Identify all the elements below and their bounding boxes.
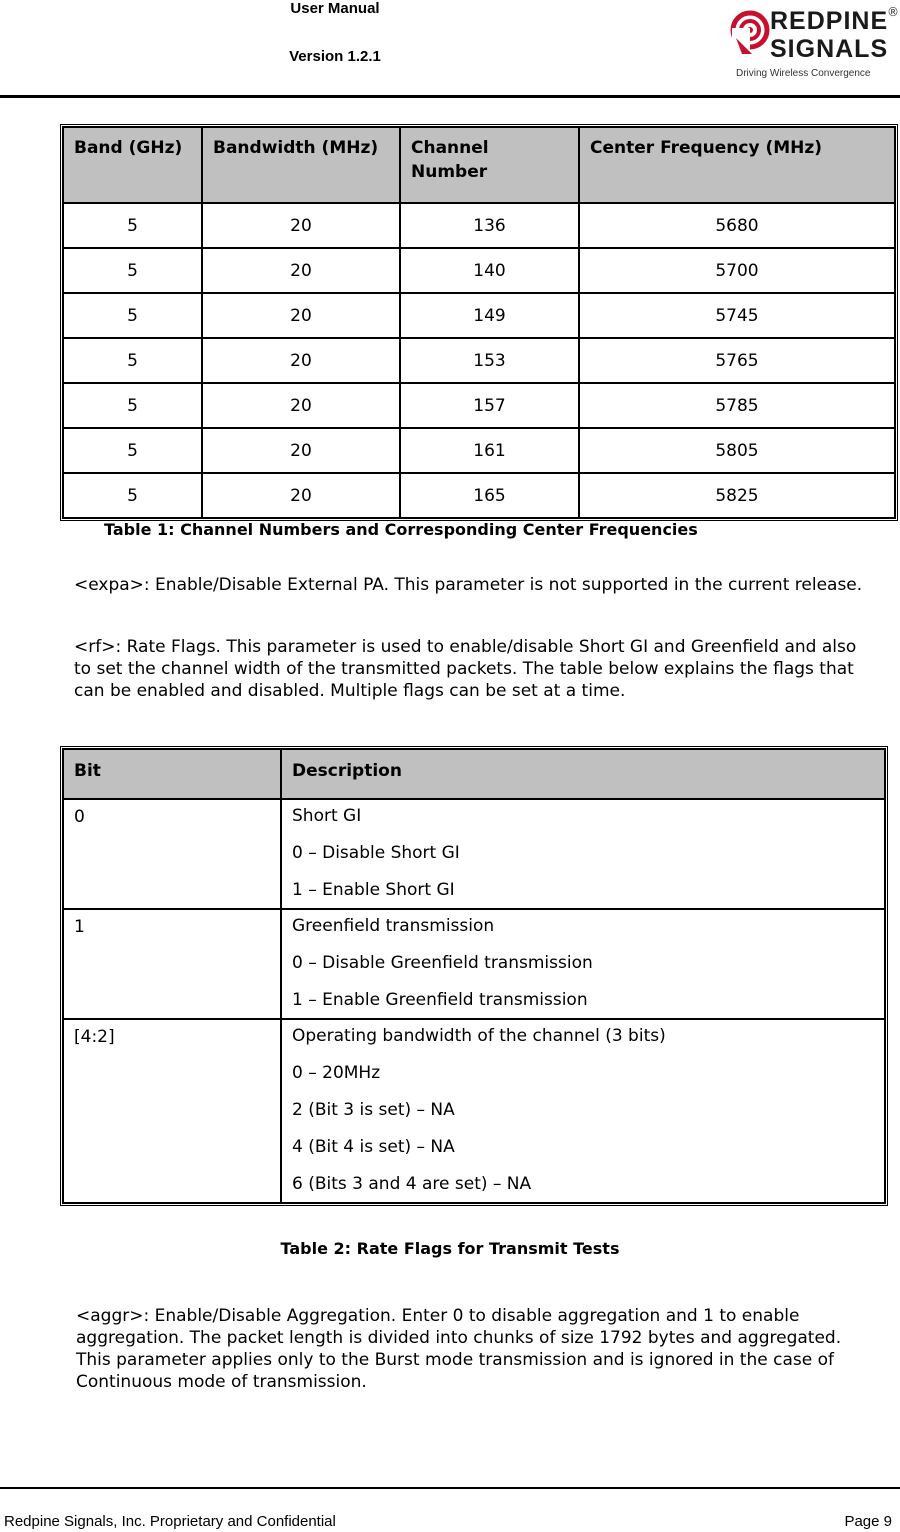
description-line: 2 (Bit 3 is set) – NA xyxy=(292,1100,455,1120)
table-cell: 153 xyxy=(400,338,579,383)
table-cell: 5825 xyxy=(579,473,895,518)
table-cell: 20 xyxy=(202,383,400,428)
table-row xyxy=(63,293,895,338)
table2-caption: Table 2: Rate Flags for Transmit Tests xyxy=(280,1239,620,1258)
document-title: User Manual xyxy=(290,0,380,17)
table-row xyxy=(63,799,885,909)
description-line: Short GI xyxy=(292,806,362,826)
bit-cell: 1 xyxy=(63,909,281,1019)
aggr-paragraph: <aggr>: Enable/Disable Aggregation. Enter 0 to disable aggregation and 1 to enable aggregation. The packet length is divided into chunks of size 1792 bytes and aggregated. This parameter applies only to the Burst mode transmission and is ignored in the case of Continuous mode of transmission. xyxy=(76,1306,842,1392)
table-cell: 165 xyxy=(400,473,579,518)
expa-paragraph: <expa>: Enable/Disable External PA. This parameter is not supported in the current release. xyxy=(74,575,863,595)
table-cell: 20 xyxy=(202,248,400,293)
table-header-row xyxy=(63,127,895,203)
table-cell: 5805 xyxy=(579,428,895,473)
footer-confidential: Redpine Signals, Inc. Proprietary and Confidential xyxy=(4,1513,336,1530)
description-line: 1 – Enable Greenfield transmission xyxy=(292,990,588,1010)
description-cell xyxy=(281,909,885,1019)
logo-tagline: Driving Wireless Convergence xyxy=(736,68,871,79)
column-header: Bit xyxy=(63,749,281,799)
description-line: 0 – 20MHz xyxy=(292,1063,381,1083)
table-cell: 5 xyxy=(63,473,202,518)
description-line: Greenfield transmission xyxy=(292,916,495,936)
description-cell xyxy=(281,799,885,909)
description-line: 0 – Disable Greenfield transmission xyxy=(292,953,593,973)
table-header-row xyxy=(63,749,885,799)
table-cell: 5 xyxy=(63,428,202,473)
table-cell: 161 xyxy=(400,428,579,473)
table-row xyxy=(63,383,895,428)
description-line: 4 (Bit 4 is set) – NA xyxy=(292,1137,455,1157)
description-line: 1 – Enable Short GI xyxy=(292,880,455,900)
table-cell: 20 xyxy=(202,203,400,248)
description-line: 6 (Bits 3 and 4 are set) – NA xyxy=(292,1174,532,1194)
table-cell: 5745 xyxy=(579,293,895,338)
column-header: Center Frequency (MHz) xyxy=(579,127,895,203)
redpine-signals-logo xyxy=(730,4,899,84)
description-line: 0 – Disable Short GI xyxy=(292,843,460,863)
document-version: Version 1.2.1 xyxy=(289,48,381,65)
table-row xyxy=(63,1019,885,1203)
table-row xyxy=(63,909,885,1019)
table-cell: 20 xyxy=(202,473,400,518)
table-row xyxy=(63,203,895,248)
channel-frequency-table xyxy=(60,124,898,521)
table-row xyxy=(63,428,895,473)
table-cell: 5785 xyxy=(579,383,895,428)
bit-cell: 0 xyxy=(63,799,281,909)
table-cell: 5 xyxy=(63,338,202,383)
table-row xyxy=(63,248,895,293)
table-cell: 149 xyxy=(400,293,579,338)
rf-paragraph: <rf>: Rate Flags. This parameter is used to enable/disable Short GI and Greenfield and also to set the channel width of the transmitted packets. The table below explains the flags that can be enabled and disabled. Multiple flags can be set at a time. xyxy=(74,637,857,701)
table-cell: 5 xyxy=(63,383,202,428)
table-row xyxy=(63,338,895,383)
channel-table-body xyxy=(63,203,895,518)
table-cell: 140 xyxy=(400,248,579,293)
logo-line2: SIGNALS xyxy=(770,35,889,63)
table-cell: 157 xyxy=(400,383,579,428)
page-number: Page 9 xyxy=(844,1513,892,1530)
column-header: Bandwidth (MHz) xyxy=(202,127,400,203)
column-header: Band (GHz) xyxy=(63,127,202,203)
description-cell xyxy=(281,1019,885,1203)
description-line: Operating bandwidth of the channel (3 bits) xyxy=(292,1026,666,1046)
table-cell: 5765 xyxy=(579,338,895,383)
table1-caption: Table 1: Channel Numbers and Corresponding Center Frequencies xyxy=(104,520,698,539)
footer-rule xyxy=(0,1487,900,1489)
table-cell: 20 xyxy=(202,338,400,383)
table-cell: 5 xyxy=(63,293,202,338)
table-cell: 5 xyxy=(63,248,202,293)
registered-mark: ® xyxy=(887,5,899,19)
table-cell: 5700 xyxy=(579,248,895,293)
table-row xyxy=(63,473,895,518)
table-cell: 20 xyxy=(202,293,400,338)
rate-flags-table xyxy=(60,746,888,1206)
bit-cell: [4:2] xyxy=(63,1019,281,1203)
table-cell: 5680 xyxy=(579,203,895,248)
column-header: Channel Number xyxy=(400,127,579,203)
header-rule xyxy=(0,95,900,98)
table-cell: 136 xyxy=(400,203,579,248)
column-header: Description xyxy=(281,749,885,799)
table-cell: 5 xyxy=(63,203,202,248)
table-cell: 20 xyxy=(202,428,400,473)
logo-line1: REDPINE xyxy=(770,7,889,35)
rate-flags-table-body xyxy=(63,799,885,1203)
logo-swirl-icon xyxy=(732,13,767,54)
